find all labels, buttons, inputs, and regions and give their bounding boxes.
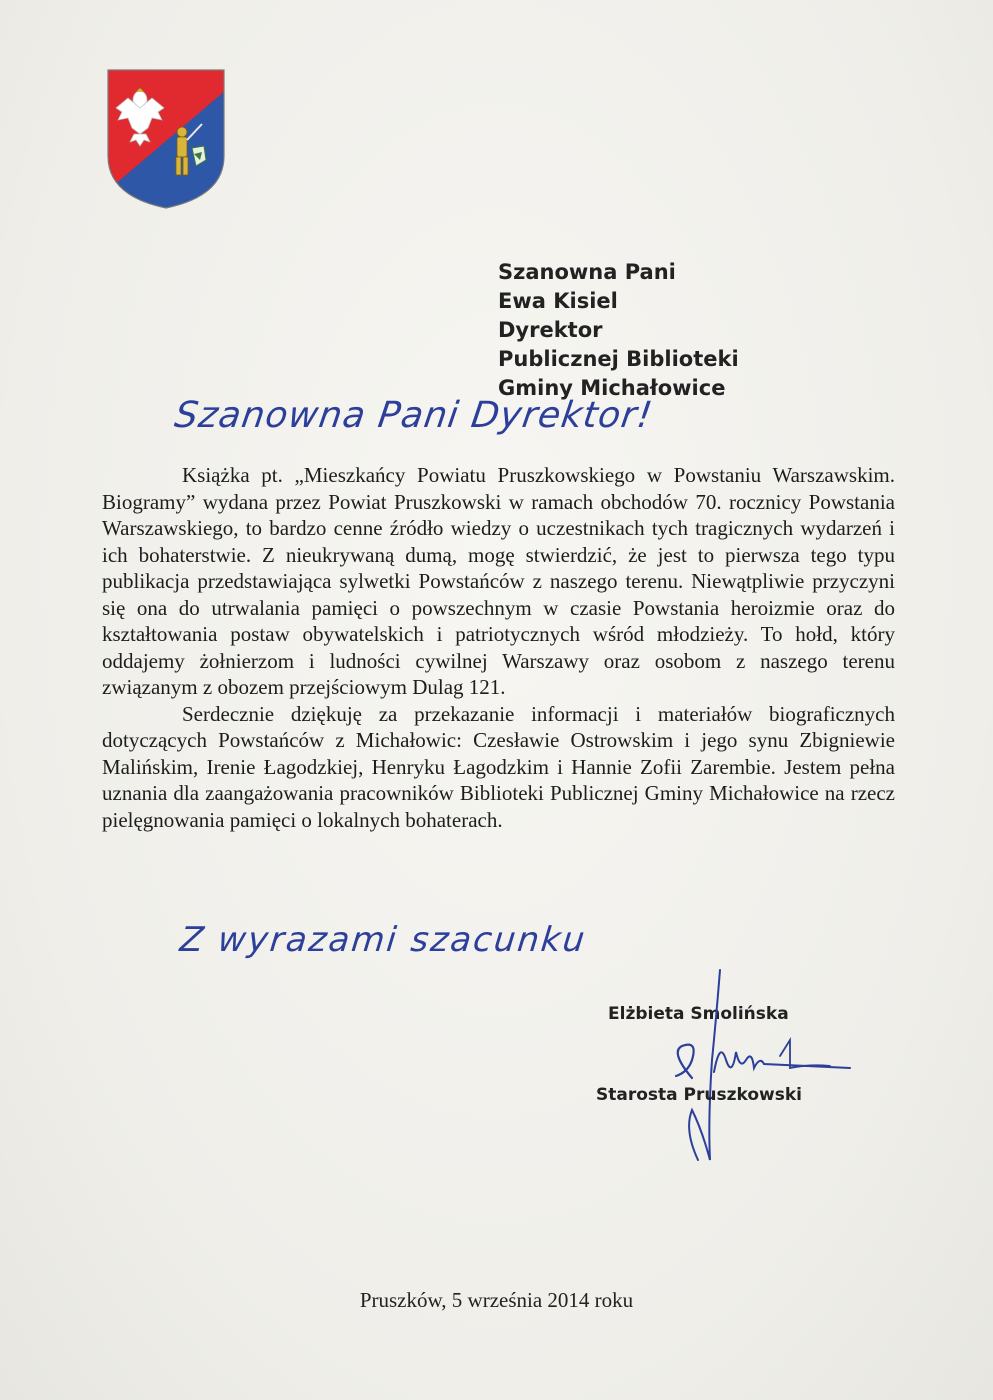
addressee-line: Ewa Kisiel: [498, 289, 618, 313]
addressee-line: Publicznej Biblioteki: [498, 347, 739, 371]
handwritten-closing: Z wyrazami szacunku: [177, 920, 589, 960]
handwritten-signature: [640, 960, 870, 1190]
body-paragraph: Serdecznie dziękuję za przekazanie informacji i materiałów biograficznych dotyczących Powstańców z Michałowic: Czesławie Ostrowskim i jego synu Zbigniewie Malińskim, Irenie Łagodzkiej, Henryku Łagodzkim i Hannie Zofii Zarembie. Jestem pełna uznania dla zaangażowania pracowników Biblioteki Publicznej Gminy Michałowice na rzecz pielęgnowania pamięci o lokalnych bohaterach.: [102, 701, 895, 832]
signatory-name: Elżbieta Smolińska: [608, 1004, 789, 1024]
signatory-title: Starosta Pruszkowski: [596, 1085, 802, 1105]
letter-body: [102, 462, 895, 833]
addressee-line: Gminy Michałowice: [498, 376, 726, 400]
body-paragraph: Książka pt. „Mieszkańcy Powiatu Pruszkowskiego w Powstaniu Warszawskim. Biogramy” wydana przez Powiat Pruszkowski w ramach obchodów 70. rocznicy Powstania Warszawskiego, to bardzo cenne źródło wiedzy o uczestnikach tych tragicznych wydarzeń i ich bohaterstwie. Z nieukrywaną dumą, mogę stwierdzić, że jest to pierwsza tego typu publikacja przedstawiająca sylwetki Powstańców z naszego terenu. Niewątpliwie przyczyni się ona do utrwalania pamięci o powszechnym w czasie Powstania heroizmie oraz do kształtowania postaw obywatelskich i patriotycznych wśród młodzieży. To hołd, który oddajemy żołnierzom i ludności cywilnej Warszawy oraz osobom z naszego terenu związanym z obozem przejściowym Dulag 121.: [102, 463, 895, 699]
coat-of-arms-icon: [106, 68, 226, 210]
addressee-block: [498, 258, 739, 403]
addressee-line: Dyrektor: [498, 318, 603, 342]
handwritten-salutation: Szanowna Pani Dyrektor!: [172, 395, 656, 436]
place-and-date: Pruszków, 5 września 2014 roku: [359, 1288, 634, 1312]
addressee-line: Szanowna Pani: [498, 260, 676, 284]
